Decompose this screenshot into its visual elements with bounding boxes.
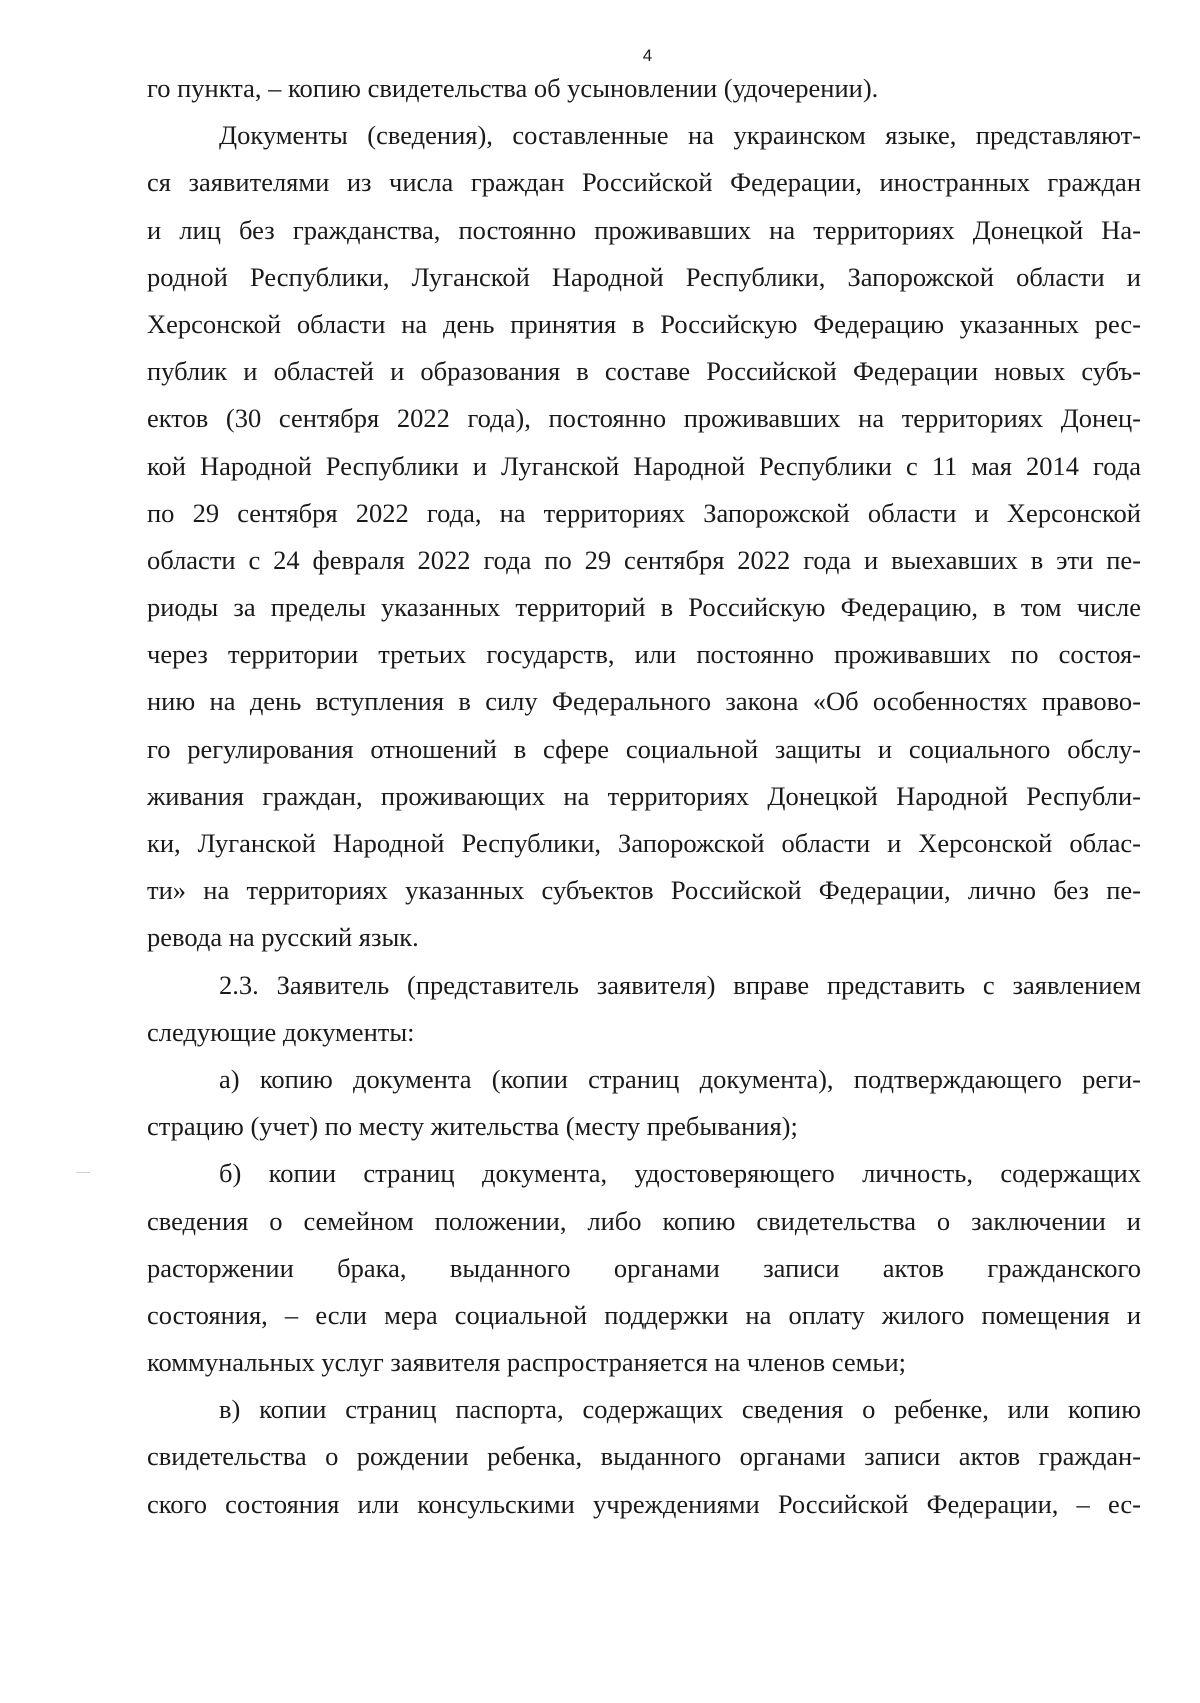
item-v-first-line: в) копии страниц паспорта, содержащих сведения о ребенке, или копию (219, 1394, 1141, 1425)
text-line: расторжении брака, выданного органами записи актов гражданского (147, 1252, 1141, 1283)
paragraph-last-line: ревода на русский язык. (147, 922, 419, 953)
text-line: свидетельства о рождении ребенка, выданного органами записи актов граждан- (147, 1441, 1141, 1472)
text-line: Херсонской области на день принятия в Российскую Федерацию указанных рес- (147, 308, 1141, 339)
text-line: через территории третьих государств, или постоянно проживавших по состоя- (147, 639, 1141, 670)
section-2-3-heading: 2.3. Заявитель (представитель заявителя) вправе представить с заявлением (219, 969, 1141, 1000)
text-line: ектов (30 сентября 2022 года), постоянно проживавших на территориях Донец- (147, 403, 1141, 434)
paragraph-first-line: Документы (сведения), составленные на украинском языке, представляют- (219, 120, 1141, 151)
text-line: ки, Луганской Народной Республики, Запорожской области и Херсонской облас- (147, 828, 1141, 858)
text-line: нию на день вступления в силу Федерального закона «Об особенностях правово- (147, 686, 1141, 717)
page-number: 4 (642, 46, 653, 65)
text-line: родной Республики, Луганской Народной Республики, Запорожской области и (147, 261, 1141, 292)
text-line: живания граждан, проживающих на территориях Донецкой Народной Республи- (147, 780, 1141, 811)
text-line: по 29 сентября 2022 года, на территориях Запорожской области и Херсонской (147, 497, 1141, 528)
item-a-first-line: а) копию документа (копии страниц документа), подтверждающего реги- (219, 1063, 1141, 1094)
paragraph-last-line: страцию (учет) по месту жительства (месту пребывания); (147, 1111, 798, 1142)
text-line: ти» на территориях указанных субъектов Российской Федерации, лично без пе- (147, 875, 1141, 906)
margin-mark (76, 1172, 90, 1173)
text-line: ского состояния или консульскими учреждениями Российской Федерации, – ес- (147, 1488, 1141, 1519)
text-line: области с 24 февраля 2022 года по 29 сентября 2022 года и выехавших в эти пе- (147, 544, 1141, 575)
text-line: и лиц без гражданства, постоянно проживавших на территориях Донецкой На- (147, 214, 1141, 245)
text-line: кой Народной Республики и Луганской Народной Республики с 11 мая 2014 года (147, 450, 1141, 481)
paragraph-last-line: следующие документы: (147, 1016, 415, 1047)
text-line: состояния, – если мера социальной поддержки на оплату жилого помещения и (147, 1299, 1141, 1330)
item-b-first-line: б) копии страниц документа, удостоверяющего личность, содержащих (219, 1158, 1141, 1189)
text-line: сведения о семейном положении, либо копию свидетельства о заключении и (147, 1205, 1141, 1236)
text-line: риоды за пределы указанных территорий в Российскую Федерацию, в том числе (147, 592, 1141, 623)
text-line: ся заявителями из числа граждан Российской Федерации, иностранных граждан (147, 167, 1141, 198)
text-line: го регулирования отношений в сфере социальной защиты и социального обслу- (147, 733, 1141, 764)
paragraph-last-line: коммунальных услуг заявителя распространяется на членов семьи; (147, 1347, 906, 1378)
text-line: го пункта, – копию свидетельства об усыновлении (удочерении). (147, 73, 879, 103)
text-line: публик и областей и образования в составе Российской Федерации новых субъ- (147, 356, 1141, 387)
document-body (147, 65, 1141, 1528)
